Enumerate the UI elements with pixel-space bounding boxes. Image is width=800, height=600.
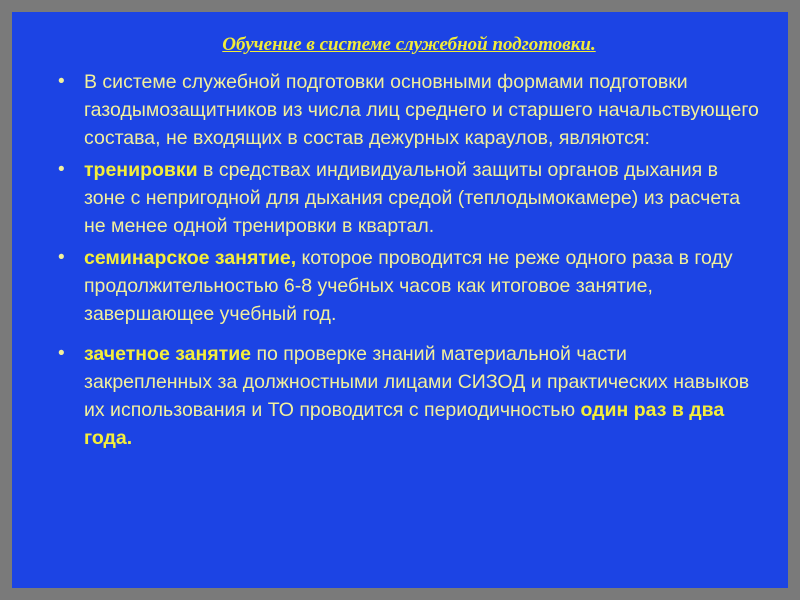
item-text: которое проводится не реже одного раза в году продолжительностью 6-8 учебных часов как итоговое занятие, завершающее учебный год. <box>84 247 733 325</box>
item-emphasis: семинарское занятие, <box>84 247 297 269</box>
item-text: по проверке знаний материальной части закрепленных за должностными лицами СИЗОД и практических навыков их использования и ТО проводится с периодичностью <box>84 343 750 421</box>
item-emphasis-end: один раз в два года. <box>84 399 725 449</box>
bullet-icon: • <box>58 71 65 92</box>
list-item <box>58 340 760 452</box>
item-emphasis: тренировки <box>84 159 198 181</box>
bullet-icon: • <box>58 343 65 364</box>
list-item <box>58 244 760 328</box>
bullet-icon: • <box>58 159 65 180</box>
slide <box>12 12 788 588</box>
item-text: в средствах индивидуальной защиты органов дыхания в зоне с непригодной для дыхания средой (теплодымокамере) из расчета не менее одной тренировки в квартал. <box>84 159 741 237</box>
list-item <box>58 156 760 240</box>
list-item <box>58 68 760 152</box>
bullet-list <box>58 68 760 452</box>
bullet-icon: • <box>58 247 65 268</box>
item-text: В системе служебной подготовки основными формами подготовки газодымозащитников из числа лиц среднего и старшего начальствующего состава, не входящих в состав дежурных караулов, являются: <box>84 71 759 149</box>
slide-title: Обучение в системе служебной подготовки. <box>222 34 596 55</box>
item-emphasis: зачетное занятие <box>84 343 252 365</box>
